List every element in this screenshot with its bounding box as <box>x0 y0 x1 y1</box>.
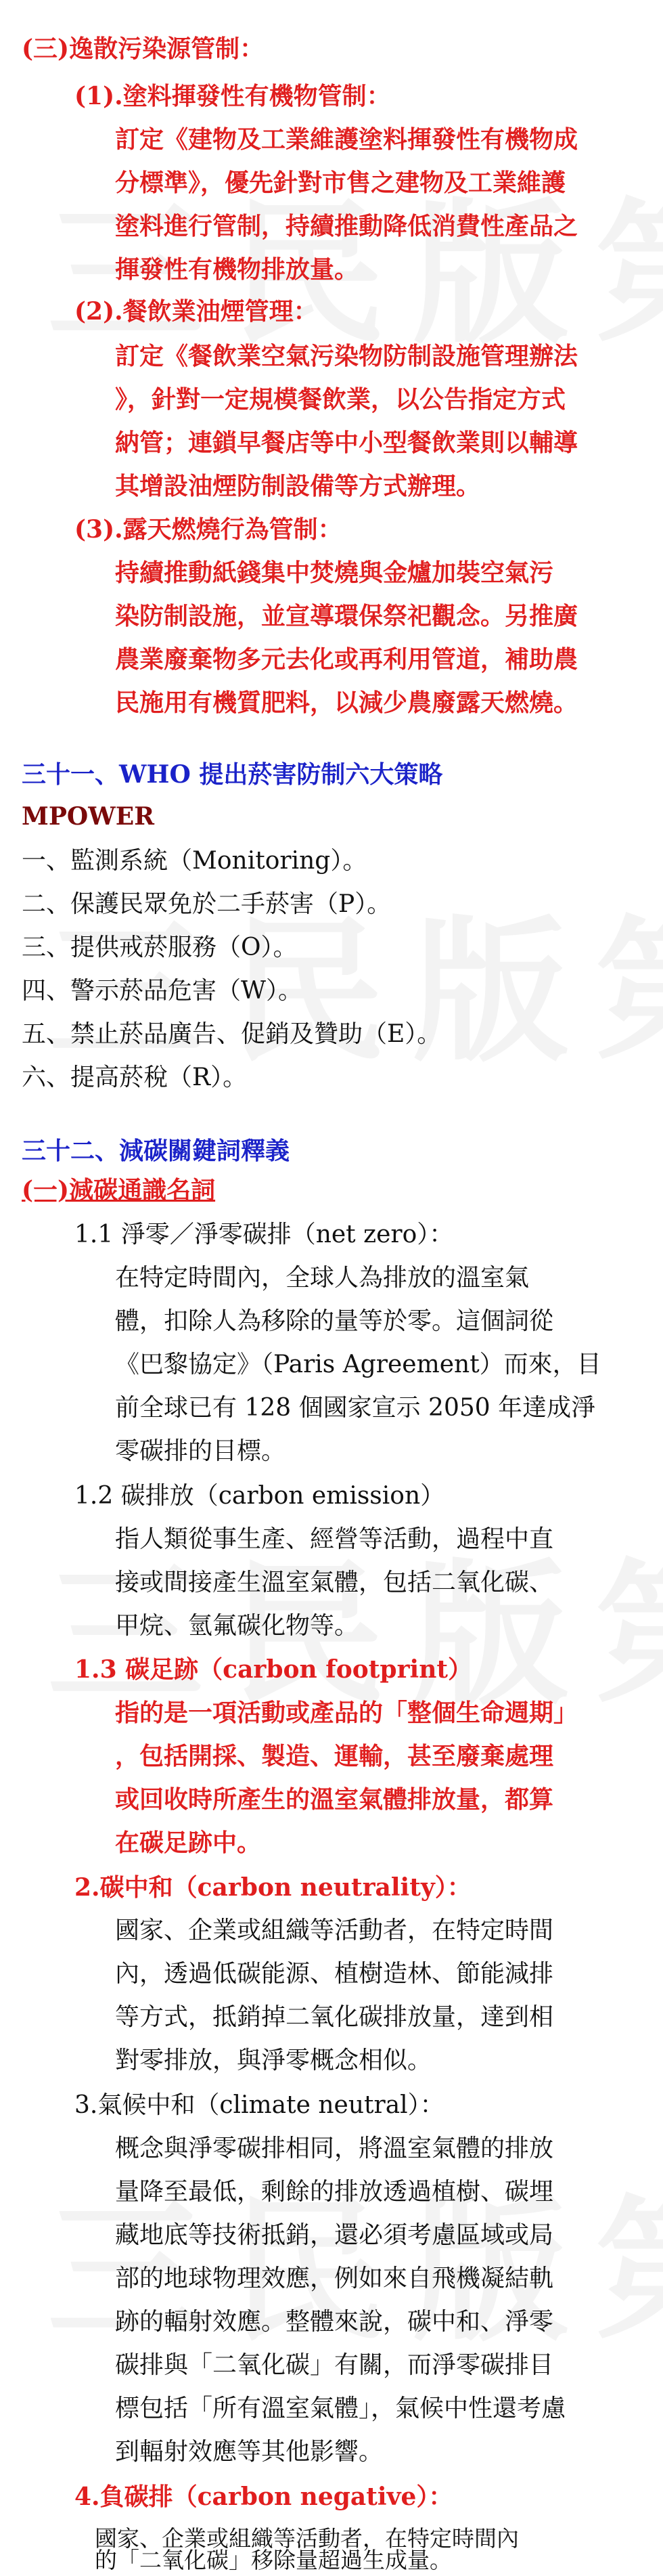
paragraph-line: 其增設油煙防制設備等方式辦理。 <box>115 472 481 500</box>
paragraph-line: 藏地底等技術抵銷，還必須考慮區域或局 <box>115 2221 554 2249</box>
paragraph-line: 標包括「所有溫室氣體」，氣候中性還考慮 <box>115 2395 566 2422</box>
paragraph-line: 或回收時所產生的溫室氣體排放量，都算 <box>115 1785 554 1814</box>
paragraph-line: 納管；連鎖早餐店等中小型餐飲業則以輔導 <box>115 429 578 457</box>
list-item: 四、警示菸品危害（W）。 <box>22 977 303 1005</box>
list-item: 一、監測系統（Monitoring）。 <box>22 847 367 875</box>
section-heading-who: 三十一、WHO 提出菸害防制六大策略 <box>22 760 443 789</box>
section-heading-fugitive: (三)逸散污染源管制： <box>22 35 265 63</box>
paragraph-line: 到輻射效應等其他影響。 <box>115 2438 384 2466</box>
paragraph-line: 《巴黎協定》（Paris Agreement）而來，目 <box>115 1351 601 1378</box>
section-subheading-carbon-terms: (一)減碳通識名詞 <box>22 1176 216 1204</box>
paragraph-line: 分標準》，優先針對市售之建物及工業維護 <box>115 169 566 197</box>
paragraph-line: 體，扣除人為移除的量等於零。這個詞從 <box>115 1307 554 1335</box>
paragraph-line: 農業廢棄物多元去化或再利用管道，補助農 <box>115 645 578 674</box>
item-title-open-burning: (3).露天燃燒行為管制： <box>74 515 342 544</box>
paragraph-line: 跡的輻射效應。整體來說，碳中和、淨零 <box>115 2308 554 2336</box>
paragraph-line: 指人類從事生產、經營等活動，過程中直 <box>115 1525 554 1553</box>
paragraph-line: 》，針對一定規模餐飲業，以公告指定方式 <box>115 385 566 414</box>
paragraph-line: 國家、企業或組織等活動者，在特定時間 <box>115 1917 554 1944</box>
paragraph-line: 的「二氧化碳」移除量超過生成量。 <box>95 2547 452 2573</box>
paragraph-line: 訂定《建物及工業維護塗料揮發性有機物成 <box>115 125 578 154</box>
term-title-net-zero: 1.1 淨零／淨零碳排（net zero）： <box>74 1221 454 1248</box>
term-title-carbon-footprint: 1.3 碳足跡（carbon footprint） <box>74 1655 473 1684</box>
paragraph-line: 在碳足跡中。 <box>115 1829 262 1857</box>
paragraph-line: 甲烷、氫氟碳化物等。 <box>115 1612 359 1640</box>
paragraph-line: 國家、企業或組織等活動者，在特定時間內 <box>95 2525 519 2552</box>
paragraph-line: 內，透過低碳能源、植樹造林、節能減排 <box>115 1960 554 1988</box>
list-item: 三、提供戒菸服務（O）。 <box>22 934 298 961</box>
section-subheading-mpower: MPOWER <box>22 802 155 831</box>
section-heading-carbon: 三十二、減碳關鍵詞釋義 <box>22 1137 290 1165</box>
item-title-coating-voc: (1).塗料揮發性有機物管制： <box>74 82 391 110</box>
paragraph-line: 持續推動紙錢集中焚燒與金爐加裝空氣污 <box>115 559 554 587</box>
list-item: 二、保護民眾免於二手菸害（P）。 <box>22 890 392 918</box>
paragraph-line: 訂定《餐飲業空氣污染物防制設施管理辦法 <box>115 342 578 370</box>
paragraph-line: 染防制設施，並宣導環保祭祀觀念。另推廣 <box>115 602 578 630</box>
paragraph-line: ，包括開採、製造、運輸，甚至廢棄處理 <box>115 1742 554 1770</box>
paragraph-line: 前全球已有 128 個國家宣示 2050 年達成淨 <box>115 1394 596 1422</box>
paragraph-line: 指的是一項活動或產品的「整個生命週期」 <box>115 1699 578 1727</box>
paragraph-line: 概念與淨零碳排相同，將溫室氣體的排放 <box>115 2135 554 2162</box>
paragraph-line: 碳排與「二氧化碳」有關，而淨零碳排目 <box>115 2351 554 2379</box>
paragraph-line: 零碳排的目標。 <box>115 1437 286 1465</box>
paragraph-line: 量降至最低，剩餘的排放透過植樹、碳埋 <box>115 2178 554 2206</box>
list-item: 五、禁止菸品廣告、促銷及贊助（E）。 <box>22 1020 442 1048</box>
paragraph-line: 等方式，抵銷掉二氧化碳排放量，達到相 <box>115 2003 554 2031</box>
paragraph-line: 揮發性有機物排放量。 <box>115 255 359 284</box>
paragraph-line: 民施用有機質肥料，以減少農廢露天燃燒。 <box>115 689 578 717</box>
term-title-carbon-emission: 1.2 碳排放（carbon emission） <box>74 1482 445 1510</box>
paragraph-line: 塗料進行管制，持續推動降低消費性產品之 <box>115 212 578 240</box>
term-title-carbon-negative: 4.負碳排（carbon negative）： <box>74 2483 453 2511</box>
term-title-climate-neutral: 3.氣候中和（climate neutral）： <box>74 2091 444 2119</box>
list-item: 六、提高菸稅（R）。 <box>22 1064 248 1091</box>
item-title-restaurant-fumes: (2).餐飲業油煙管理： <box>74 297 318 326</box>
paragraph-line: 在特定時間內，全球人為排放的溫室氣 <box>115 1264 530 1292</box>
term-title-carbon-neutrality: 2.碳中和（carbon neutrality）： <box>74 1873 472 1902</box>
paragraph-line: 部的地球物理效應，例如來自飛機凝結軌 <box>115 2265 554 2292</box>
paragraph-line: 接或間接產生溫室氣體，包括二氧化碳、 <box>115 1569 554 1596</box>
paragraph-line: 對零排放，與淨零概念相似。 <box>115 2047 432 2074</box>
